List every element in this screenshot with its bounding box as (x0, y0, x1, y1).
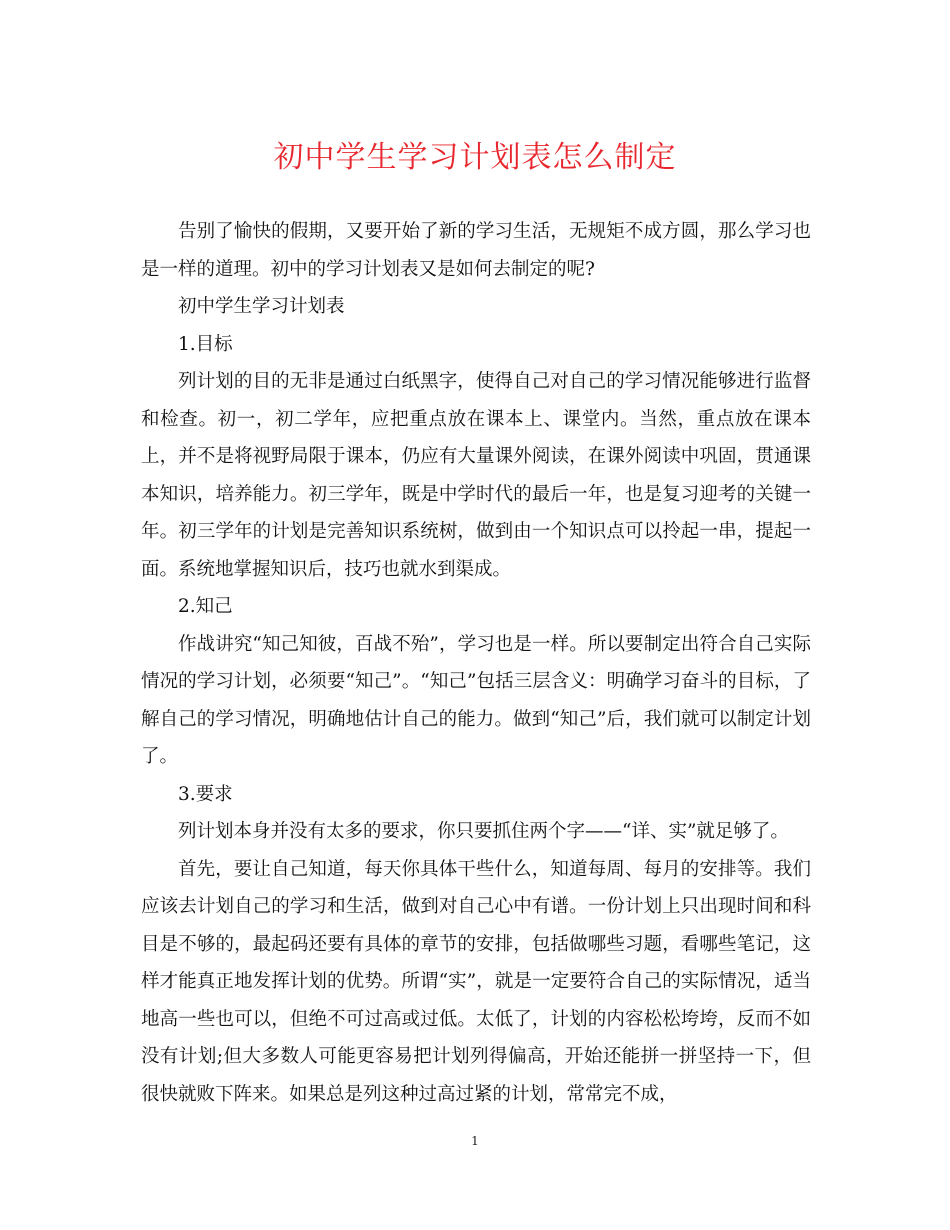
section-heading-requirements: 3.要求 (178, 783, 233, 805)
paragraph-intro: 告别了愉快的假期，又要开始了新的学习生活，无规矩不成方圆，那么学习也是一样的道理。初中的学习计划表又是如何去制定的呢? (141, 221, 811, 280)
paragraph-requirements: 列计划本身并没有太多的要求，你只要抓住两个字——“详、实”就足够了。 (178, 821, 789, 842)
section-heading-plan-table: 初中学生学习计划表 (178, 296, 345, 317)
section-heading-goal: 1.目标 (178, 333, 233, 355)
document-title: 初中学生学习计划表怎么制定 (273, 140, 677, 175)
paragraph-goal: 列计划的目的无非是通过白纸黑字，使得自己对自己的学习情况能够进行监督和检查。初一，初二学年，应把重点放在课本上、课堂内。当然，重点放在课本上，并不是将视野局限于课本，仍应有大量课外阅读，在课外阅读中巩固，贯通课本知识，培养能力。初三学年，既是中学时代的最后一年，也是复习迎考的关键一年。初三学年的计划是完善知识系统树，做到由一个知识点可以拎起一串，提起一面。系统地掌握知识后，技巧也就水到渠成。 (141, 371, 811, 580)
paragraph-know-yourself: 作战讲究“知己知彼，百战不殆”，学习也是一样。所以要制定出符合自己实际情况的学习计划，必须要“知己”。“知己”包括三层含义：明确学习奋斗的目标，了解自己的学习情况，明确地估计自己的能力。做到“知己”后，我们就可以制定计划了。 (141, 633, 811, 767)
section-heading-know-yourself: 2.知己 (178, 596, 233, 617)
document-body (141, 213, 811, 1113)
page-number: 1 (471, 1134, 479, 1148)
paragraph-details: 首先，要让自己知道，每天你具体干些什么，知道每周、每月的安排等。我们应该去计划自己的学习和生活，做到对自己心中有谱。一份计划上只出现时间和科目是不够的，最起码还要有具体的章节的安排，包括做哪些习题，看哪些笔记，这样才能真正地发挥计划的优势。所谓“实”，就是一定要符合自己的实际情况，适当地高一些也可以，但绝不可过高或过低。太低了，计划的内容松松垮垮，反而不如没有计划;但大多数人可能更容易把计划列得偏高，开始还能拼一拼坚持一下，但很快就败下阵来。如果总是列这种过高过紧的计划，常常完不成， (141, 858, 811, 1105)
